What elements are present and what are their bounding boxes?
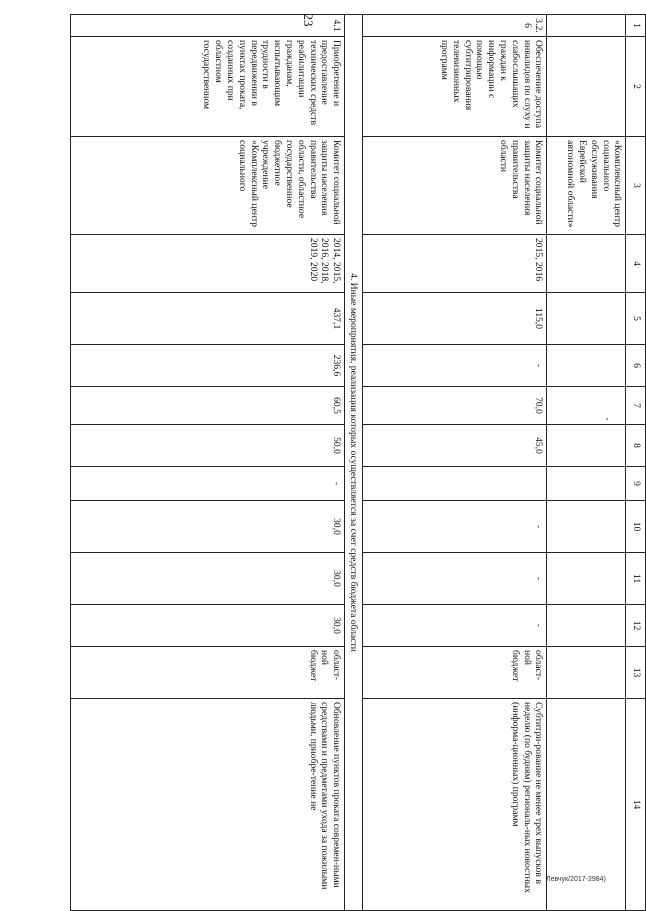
column-header: 2 bbox=[626, 37, 646, 137]
column-header: 1 bbox=[626, 15, 646, 37]
header-row bbox=[626, 15, 646, 911]
table-row bbox=[547, 15, 626, 911]
executor-cell: Комитет социальной защиты населения правительства области, областное государственное бюджетное учреждение «Комплексный центр социального bbox=[71, 137, 345, 235]
table-cell bbox=[547, 647, 626, 699]
column-header: 6 bbox=[626, 345, 646, 387]
column-header: 4 bbox=[626, 235, 646, 293]
value-cell bbox=[362, 467, 547, 501]
value-cell: 236,6 bbox=[71, 345, 345, 387]
column-header: 8 bbox=[626, 425, 646, 467]
value-cell: - bbox=[362, 345, 547, 387]
program-table bbox=[70, 14, 646, 911]
years-cell: 2014, 2015, 2016, 2018, 2019, 2020 bbox=[71, 235, 345, 293]
section-row bbox=[345, 15, 362, 911]
column-header: 12 bbox=[626, 605, 646, 647]
measure-name-cell: Обеспечение доступа инвалидов по слуху и слабослышащих граждан к информации с помощью субтитрирования телевизионных программ bbox=[362, 37, 547, 137]
value-cell: 30,0 bbox=[71, 553, 345, 605]
value-cell: 60,5 bbox=[71, 387, 345, 425]
table-cell bbox=[547, 467, 626, 501]
column-header: 14 bbox=[626, 699, 646, 911]
table-row bbox=[362, 15, 547, 911]
table-cell bbox=[547, 387, 626, 425]
column-header: 9 bbox=[626, 467, 646, 501]
value-cell: - bbox=[362, 501, 547, 553]
total-cell: 437,1 bbox=[71, 293, 345, 345]
column-header: 13 bbox=[626, 647, 646, 699]
table-row bbox=[71, 15, 345, 911]
value-cell: - bbox=[71, 467, 345, 501]
value-cell: - bbox=[362, 553, 547, 605]
value-cell: 45,0 bbox=[362, 425, 547, 467]
table-cell bbox=[547, 345, 626, 387]
table-cell bbox=[547, 235, 626, 293]
row-number-cell: 3.2.6 bbox=[362, 15, 547, 37]
executor-cell: Комитет социальной защиты населения правительства области bbox=[362, 137, 547, 235]
result-cell: Субтитри-рование не менее трех выпусков в неделю (по будням) региональ-ных новостных (информа-ционных) программ bbox=[362, 699, 547, 911]
table-cell bbox=[547, 15, 626, 37]
executor-cell: «Комплексный центр социального обслуживания Еврейской автономной области» bbox=[547, 137, 626, 235]
years-cell: 2015, 2016 bbox=[362, 235, 547, 293]
result-cell: Обновление пунктов проката современ-ными средствами и предметами ухода за пожилыми людьми, приобре-тение не bbox=[71, 699, 345, 911]
scan-speck bbox=[606, 418, 608, 420]
table-cell bbox=[547, 425, 626, 467]
column-header: 7 bbox=[626, 387, 646, 425]
table-cell bbox=[547, 37, 626, 137]
measure-name-cell: Приобретение и предоставление технических средств реабилитации гражданам, испытывающим трудности в передвижении в пунктах проката, созданных при областном государственном bbox=[71, 37, 345, 137]
value-cell: 50,0 bbox=[71, 425, 345, 467]
section-title: 4. Иные мероприятия, реализация которых осуществляется за счет средств бюджета области bbox=[345, 15, 362, 911]
column-header: 5 bbox=[626, 293, 646, 345]
table-cell bbox=[547, 501, 626, 553]
table-cell bbox=[547, 293, 626, 345]
table-cell bbox=[547, 605, 626, 647]
total-cell: 115,0 bbox=[362, 293, 547, 345]
value-cell: 70,0 bbox=[362, 387, 547, 425]
funding-source-cell: област-ной бюджет bbox=[362, 647, 547, 699]
footer-code: Левчук/2017-2984) bbox=[546, 876, 606, 883]
column-header: 11 bbox=[626, 553, 646, 605]
value-cell: 30,0 bbox=[71, 605, 345, 647]
row-number-cell: 4.1 bbox=[71, 15, 345, 37]
funding-source-cell: област-ной бюджет bbox=[71, 647, 345, 699]
page-number: 23 bbox=[301, 13, 316, 27]
table-cell bbox=[547, 553, 626, 605]
value-cell: 30,0 bbox=[71, 501, 345, 553]
column-header: 3 bbox=[626, 137, 646, 235]
value-cell: - bbox=[362, 605, 547, 647]
column-header: 10 bbox=[626, 501, 646, 553]
